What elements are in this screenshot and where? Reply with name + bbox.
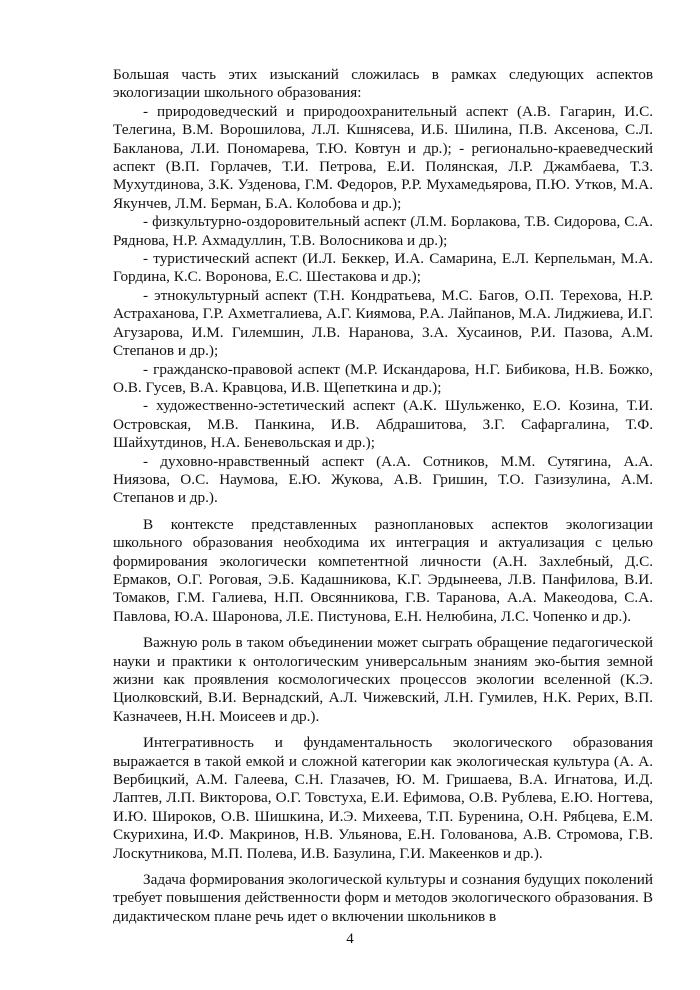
aspect-ethnocultural: - этнокультурный аспект (Т.Н. Кондратьева, М.С. Багов, О.П. Терехова, Н.Р. Астраханова, Г.Р. Ахметгалиева, А.Г. Киямова, Р.А. Лайпанов, М.А. Лиджиева, И.Г. Агузарова, И.М. Гилемшин, Л.В. Наранова, З.А. Хусаинов, Р.И. Пазова, А.М. Степанов и др.); bbox=[113, 286, 653, 360]
ecological-culture-paragraph: Интегративность и фундаментальность экологического образования выражается в такой емкой и сложной категории как экологическая культура (А. А. Вербицкий, А.М. Галеева, С.Н. Глазачев, Ю. М. Гришаева, В.А. Игнатова, И.Д. Лаптев, Л.П. Викторова, О.Г. Товстуха, Е.И. Ефимова, О.В. Рублева, Е.Ю. Ногтева, И.Ю. Широков, О.В. Шишкина, И.Э. Михеева, Т.П. Буренина, О.Н. Рябцева, Е.М. Скурихина, И.Ф. Макринов, Н.В. Ульянова, Е.Н. Голованова, А.В. Стромова, Г.В. Лоскутникова, М.П. Полева, И.В. Базулина, Г.И. Макеенков и др.). bbox=[113, 734, 653, 862]
aspect-civil-legal: - гражданско-правовой аспект (М.Р. Искандарова, Н.Г. Бибикова, Н.В. Божко, О.В. Гусев, В.А. Кравцова, И.В. Щепеткина и др.); bbox=[113, 360, 653, 396]
aspect-spiritual-moral: - духовно-нравственный аспект (А.А. Сотников, М.М. Сутягина, А.А. Ниязова, О.С. Наумова, Е.Ю. Жукова, А.В. Гришин, Т.О. Газизулина, А.М. Степанов и др.). bbox=[113, 452, 653, 507]
body-text bbox=[113, 66, 653, 926]
ontology-paragraph: Важную роль в таком объединении может сыграть обращение педагогической науки и практики к онтологическим универсальным знаниям эко-бытия земной жизни как проявления космологических процессов экологии вселенной (К.Э. Циолковский, В.И. Вернадский, А.Л. Чижевский, Л.Н. Гумилев, Н.К. Рерих, В.П. Казначеев, Н.Н. Моисеев и др.). bbox=[113, 634, 653, 725]
aspect-nature-regional: - природоведческий и природоохранительный аспект (А.В. Гагарин, И.С. Телегина, В.М. Ворошилова, Л.Л. Кшнясева, И.Б. Шилина, П.В. Аксенова, С.Л. Бакланова, Л.И. Пономарева, Т.Ю. Ковтун и др.); - регионально-краеведческий аспект (В.П. Горлачев, Т.И. Петрова, Е.И. Полянская, Л.Р. Джамбаева, Т.З. Мухутдинова, З.К. Узденова, Г.М. Федоров, Р.Р. Мухамедьярова, П.Ю. Утков, М.А. Якунчев, Л.М. Берман, Б.А. Колобова и др.); bbox=[113, 102, 653, 212]
intro-paragraph: Большая часть этих изысканий сложилась в рамках следующих аспектов экологизации школьного образования: bbox=[113, 66, 653, 102]
page-number: 4 bbox=[346, 931, 354, 947]
aspect-artistic-aesthetic: - художественно-эстетический аспект (А.К. Шульженко, Е.О. Козина, Т.И. Островская, М.В. Панкина, И.В. Абдрашитова, З.Г. Сафаргалина, Т.Ф. Шайхутдинов, Н.А. Беневольская и др.); bbox=[113, 397, 653, 452]
integration-paragraph: В контексте представленных разноплановых аспектов экологизации школьного образования необходима их интеграция и актуализация с целью формирования экологически компетентной личности (А.Н. Захлебный, Д.С. Ермаков, О.Г. Роговая, Э.Б. Кадашникова, К.Г. Эрдынеева, Л.В. Панфилова, В.И. Томаков, Г.М. Галиева, Н.П. Овсянникова, Г.В. Таранова, А.А. Макеодова, С.А. Павлова, Ю.А. Шаронова, Л.Е. Пистунова, Е.Н. Нелюбина, Л.С. Чопенко и др.). bbox=[113, 515, 653, 625]
task-paragraph: Задача формирования экологической культуры и сознания будущих поколений требует повышения действенности форм и методов экологического образования. В дидактическом плане речь идет о включении школьников в bbox=[113, 871, 653, 925]
aspect-physical-health: - физкультурно-оздоровительный аспект (Л.М. Борлакова, Т.В. Сидорова, С.А. Ряднова, Н.Р. Ахмадуллин, Т.В. Волосникова и др.); bbox=[113, 213, 653, 249]
aspect-tourism: - туристический аспект (И.Л. Беккер, И.А. Самарина, Е.Л. Керпельман, М.А. Гордина, К.С. Воронова, Е.С. Шестакова и др.); bbox=[113, 250, 653, 286]
